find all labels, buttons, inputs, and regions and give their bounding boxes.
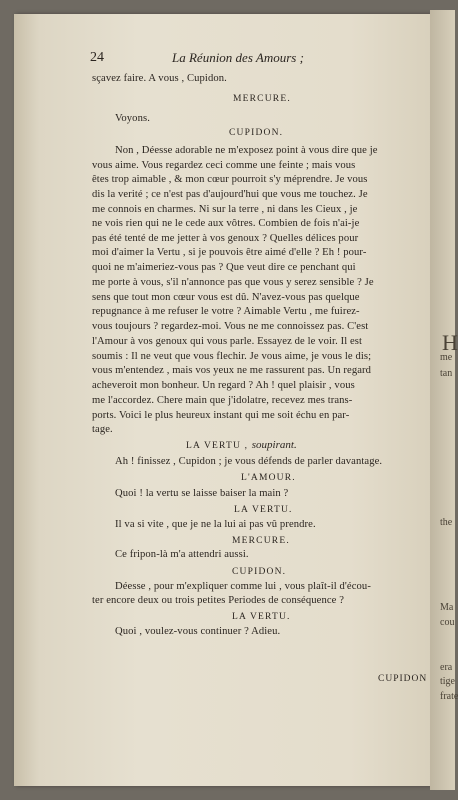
text-line: Il va si vite , que je ne la lui ai pas vû prendre. — [115, 519, 316, 530]
text-line: Quoi ! la vertu se laisse baiser la main ? — [115, 488, 289, 499]
text-line: vous toujours ? regardez-moi. Vous ne me connoissez pas. C'est — [92, 321, 369, 332]
page-number: 24 — [90, 50, 104, 65]
text-line: acheveroit mon bonheur. Un regard ? Ah ! quel plaisir , vous — [92, 380, 355, 391]
text-line: Quoi , voulez-vous continuer ? Adieu. — [115, 626, 281, 637]
speaker-heading: LA VERTU , soupirant. — [186, 439, 297, 451]
text-line: êtes trop aimable , & mon cœur pourroit s'y méprendre. Je vous — [92, 174, 368, 185]
text-line: vous aime. Vous regardez ceci comme une feinte ; mais vous — [92, 160, 356, 171]
text-line: Non , Déesse adorable ne m'exposez point à vous dire que je — [115, 145, 378, 156]
facing-page-fragment: frate — [440, 691, 458, 702]
text-line: soumis : Il ne veut que vous flechir. Je vous aime, je vous le dis; — [92, 351, 372, 362]
text-line: repugnance à me refuser le votre ? Aimable Vertu , me fuirez- — [92, 306, 360, 317]
text-line: moi d'aimer la Vertu , si je pouvois être aimé d'elle ? Eh ! pour- — [92, 247, 367, 258]
text-line: sens que tout mon cœur vous est dû. N'avez-vous pas quelque — [92, 292, 360, 303]
facing-page-fragment: tige — [440, 676, 455, 687]
text-line: ne vois rien qui ne le cede aux vôtres. Combien de fois n'ai-je — [92, 218, 360, 229]
catchword: CUPIDON — [378, 674, 428, 684]
text-line: pas été tenté de me jetter à vos genoux ? Quelles délices pour — [92, 233, 359, 244]
running-title: La Réunion des Amours ; — [172, 50, 304, 65]
text-line: Ce fripon-là m'a attendri aussi. — [115, 549, 249, 560]
text-line: Voyons. — [115, 113, 150, 124]
facing-page-fragment: era — [440, 662, 453, 673]
text-line: quoi ne m'aimeriez-vous pas ? Que veut dire ce penchant qui — [92, 262, 356, 273]
text-line: Ah ! finissez , Cupidon ; je vous défends de parler davantage. — [115, 456, 383, 467]
facing-page-fragment: tan — [440, 368, 453, 379]
text-line: tage. — [92, 424, 113, 435]
speaker-heading: L'AMOUR. — [241, 473, 296, 483]
speaker-heading: CUPIDON. — [229, 128, 284, 138]
text-line: ter encore deux ou trois petites Periodes de conséquence ? — [92, 595, 345, 606]
facing-page-fragment: me — [440, 352, 453, 363]
speaker-heading: MERCURE. — [232, 536, 290, 546]
text-line: ports. Voici le plus heureux instant qui me soit échu en par- — [92, 410, 350, 421]
facing-page-fragment: the — [440, 517, 453, 528]
text-line: me l'accordez. Chere main que j'idolatre, recevez mes trans- — [92, 395, 353, 406]
text-line: vous m'entendez , mais vos yeux ne me rassurent pas. Un regard — [92, 365, 372, 376]
text-line: dis la verité ; ce n'est pas d'aujourd'hui que vous me touchez. Je — [92, 189, 368, 200]
facing-page-fragment: cou — [440, 617, 455, 628]
text-line: me connois en charmes. Ni sur la terre , ni dans les Cieux , je — [92, 204, 358, 215]
speaker-heading: LA VERTU. — [232, 612, 291, 622]
speaker-heading: CUPIDON. — [232, 567, 287, 577]
text-line: Déesse , pour m'expliquer comme lui , vous plaît-il d'écou- — [115, 581, 371, 592]
speaker-heading: LA VERTU. — [234, 505, 293, 515]
text-line: l'Amour à vos genoux qui vous parle. Essayez de le voir. Il est — [92, 336, 363, 347]
speaker-heading: MERCURE. — [233, 94, 291, 104]
facing-page-fragment: Ma — [440, 602, 454, 613]
text-line: sçavez faire. A vous , Cupidon. — [92, 73, 227, 84]
facing-page-fragment: H — [442, 330, 458, 355]
text-line: me porte à vous, s'il n'annonce pas que vous y serez sensible ? Je — [92, 277, 374, 288]
